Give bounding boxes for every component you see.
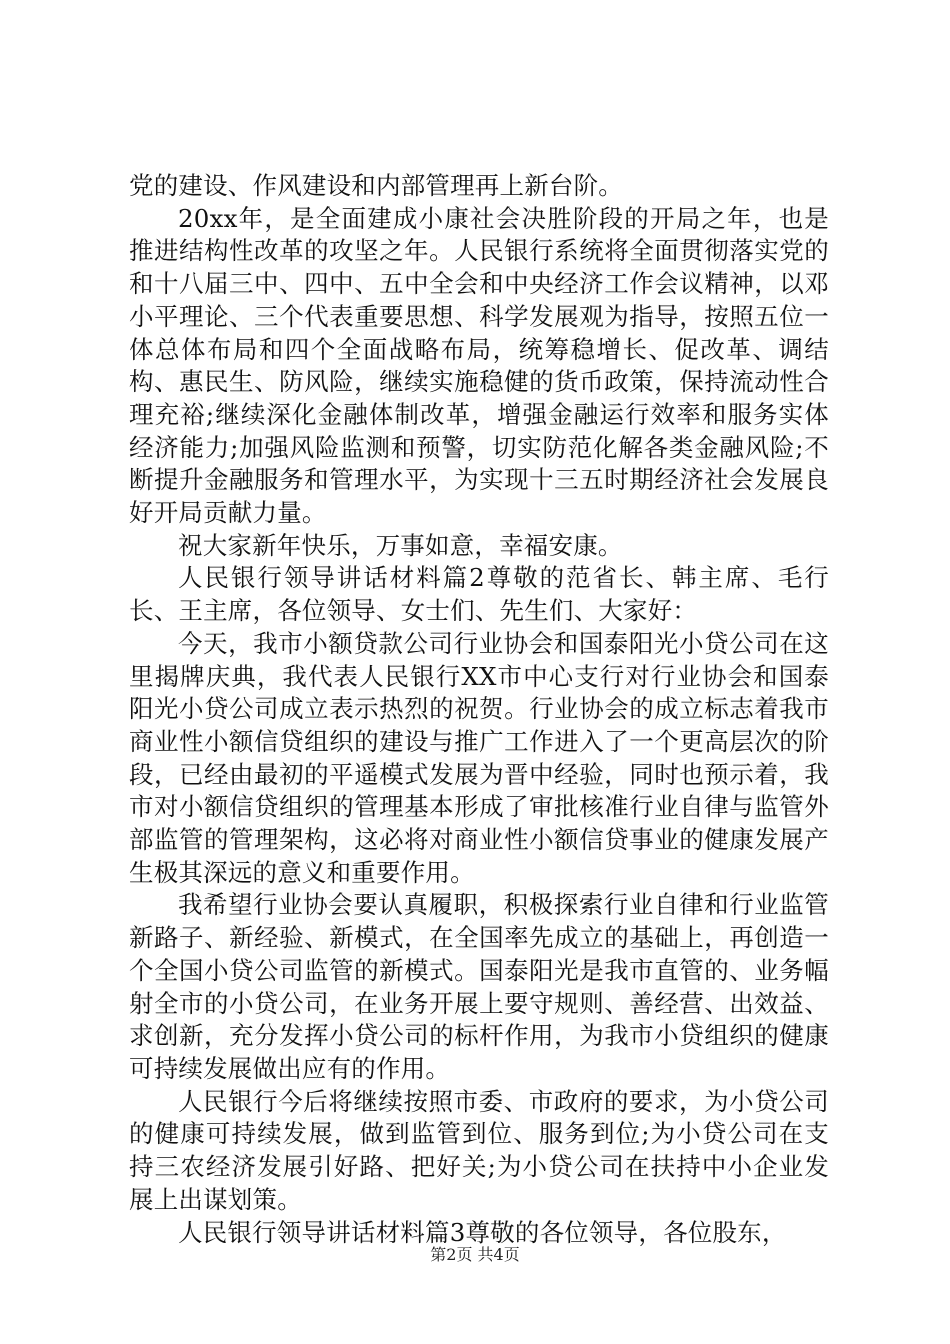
page-number-footer: 第2页 共4页 [430,1245,520,1264]
document-body [129,170,829,1249]
paragraph-4: 人民银行领导讲话材料篇2尊敬的范省长、韩主席、毛行长、王主席，各位领导、女士们、先生们、大家好： [129,563,829,626]
paragraph-7: 人民银行今后将继续按照市委、市政府的要求，为小贷公司的健康可持续发展，做到监管到位、服务到位;为小贷公司在支持三农经济发展引好路、把好关;为小贷公司在扶持中小企业发展上出谋划策。 [129,1086,829,1214]
paragraph-6: 我希望行业协会要认真履职，积极探索行业自律和行业监管新路子、新经验、新模式，在全国率先成立的基础上，再创造一个全国小贷公司监管的新模式。国泰阳光是我市直管的、业务幅射全市的小贷公司，在业务开展上要守规则、善经营、出效益、求创新，充分发挥小贷公司的标杆作用，为我市小贷组织的健康可持续发展做出应有的作用。 [129,890,829,1083]
paragraph-5: 今天，我市小额贷款公司行业协会和国泰阳光小贷公司在这里揭牌庆典，我代表人民银行XX市中心支行对行业协会和国泰阳光小贷公司成立表示热烈的祝贺。行业协会的成立标志着我市商业性小额信贷组织的建设与推广工作进入了一个更高层次的阶段，已经由最初的平遥模式发展为晋中经验，同时也预示着，我市对小额信贷组织的管理基本形成了审批核准行业自律与监管外部监管的管理架构，这必将对商业性小额信贷事业的健康发展产生极其深远的意义和重要作用。 [129,628,829,887]
paragraph-8: 人民银行领导讲话材料篇3尊敬的各位领导，各位股东， [178,1217,787,1247]
paragraph-3: 祝大家新年快乐，万事如意，幸福安康。 [178,530,623,560]
paragraph-1: 党的建设、作风建设和内部管理再上新台阶。 [129,171,623,200]
paragraph-2: 20xx年，是全面建成小康社会决胜阶段的开局之年，也是推进结构性改革的攻坚之年。人民银行系统将全面贯彻落实党的和十八届三中、四中、五中全会和中央经济工作会议精神，以邓小平理论、三个代表重要思想、科学发展观为指导，按照五位一体总体布局和四个全面战略布局，统筹稳增长、促改革、调结构、惠民生、防风险，继续实施稳健的货币政策，保持流动性合理充裕;继续深化金融体制改革，增强金融运行效率和服务实体经济能力;加强风险监测和预警，切实防范化解各类金融风险;不断提升金融服务和管理水平，为实现十三五时期经济社会发展良好开局贡献力量。 [129,203,829,528]
